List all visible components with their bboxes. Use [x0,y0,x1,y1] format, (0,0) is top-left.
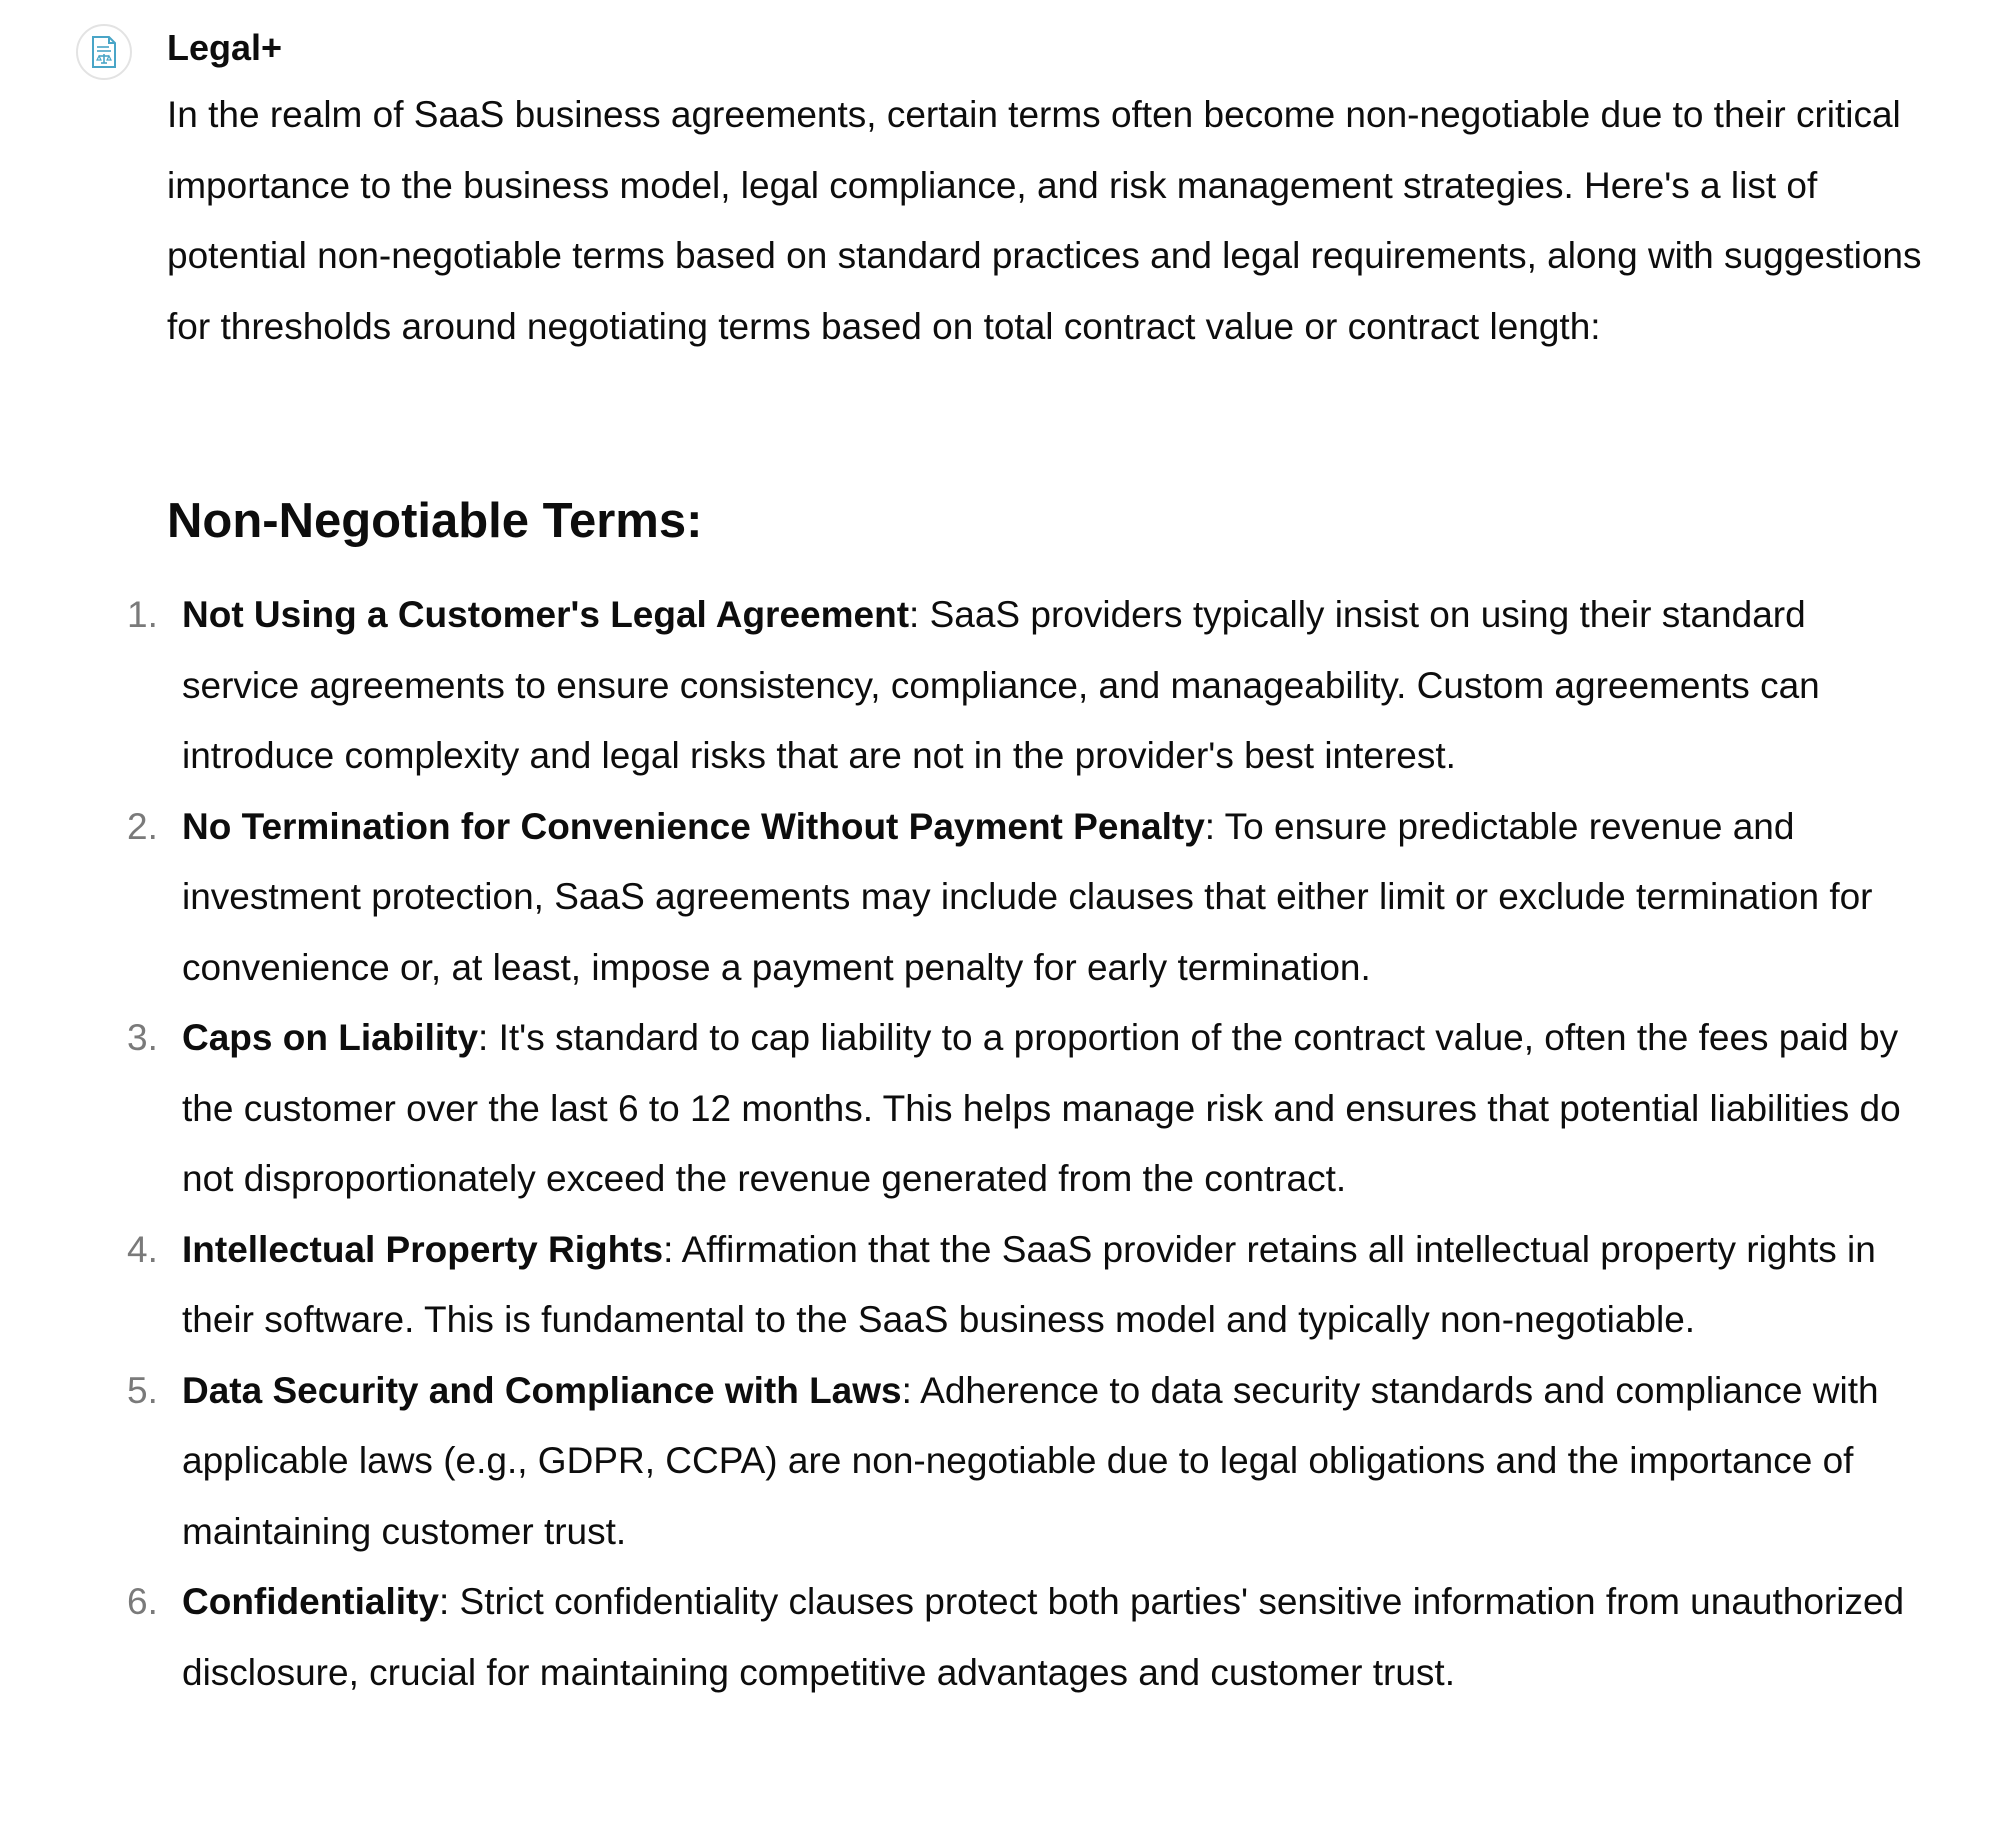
term-title: Intellectual Property Rights [182,1228,664,1270]
terms-list [0,580,2000,1708]
term-item-4 [0,1215,1922,1356]
legal-document-icon [89,35,119,69]
intro-paragraph: In the realm of SaaS business agreements, certain terms often become non-negotiable due to their critical importance to the business model, legal compliance, and risk management strategies. Here's a list of potential non-negotiable terms based on standard practices and legal requirements, along with suggestions for thresholds around negotiating terms based on total contract value or contract length: [167,94,1922,347]
term-title: Not Using a Customer's Legal Agreement [182,594,910,635]
term-item-2 [0,792,1922,1004]
term-body: : It's standard to cap liability to a proportion of the contract value, often the fees paid by the customer over the last 6 to 12 months. This helps manage risk and ensures that potential liabilities do not disproportionately exceed the revenue generated from the contract. [182,1017,1901,1199]
term-number: 2. [127,805,158,847]
term-body: : Affirmation that the SaaS provider retains all intellectual property rights in their software. This is fundamental to the SaaS business model and typically non-negotiable. [182,1228,1876,1340]
term-number: 6. [127,1581,158,1622]
gpt-avatar[interactable] [76,24,132,80]
term-title: No Termination for Convenience Without Payment Penalty [182,805,1205,847]
section-heading: Non-Negotiable Terms: [167,494,703,548]
term-body: : To ensure predictable revenue and investment protection, SaaS agreements may include clauses that either limit or exclude termination for convenience or, at least, impose a payment penalty for early termination. [182,805,1873,988]
author-name: Legal+ [167,27,283,68]
term-number: 4. [127,1228,158,1270]
term-title: Confidentiality [182,1581,439,1622]
term-item-6 [0,1567,1922,1708]
term-title: Caps on Liability [182,1017,479,1058]
term-number: 5. [127,1369,158,1411]
term-body: : Adherence to data security standards and compliance with applicable laws (e.g., GDPR, CCPA) are non-negotiable due to legal obligations and the importance of maintaining customer trust. [182,1369,1879,1552]
term-title: Data Security and Compliance with Laws [182,1369,902,1411]
term-item-3 [0,1003,1922,1215]
term-number: 3. [127,1017,158,1058]
term-number: 1. [127,594,158,635]
term-item-5 [0,1356,1922,1568]
term-body: : Strict confidentiality clauses protect both parties' sensitive information from unauthorized disclosure, crucial for maintaining competitive advantages and customer trust. [182,1581,1905,1693]
term-body: : SaaS providers typically insist on using their standard service agreements to ensure consistency, compliance, and manageability. Custom agreements can introduce complexity and legal risks that are not in the provider's best interest. [182,594,1820,776]
term-item-1 [0,580,1922,792]
